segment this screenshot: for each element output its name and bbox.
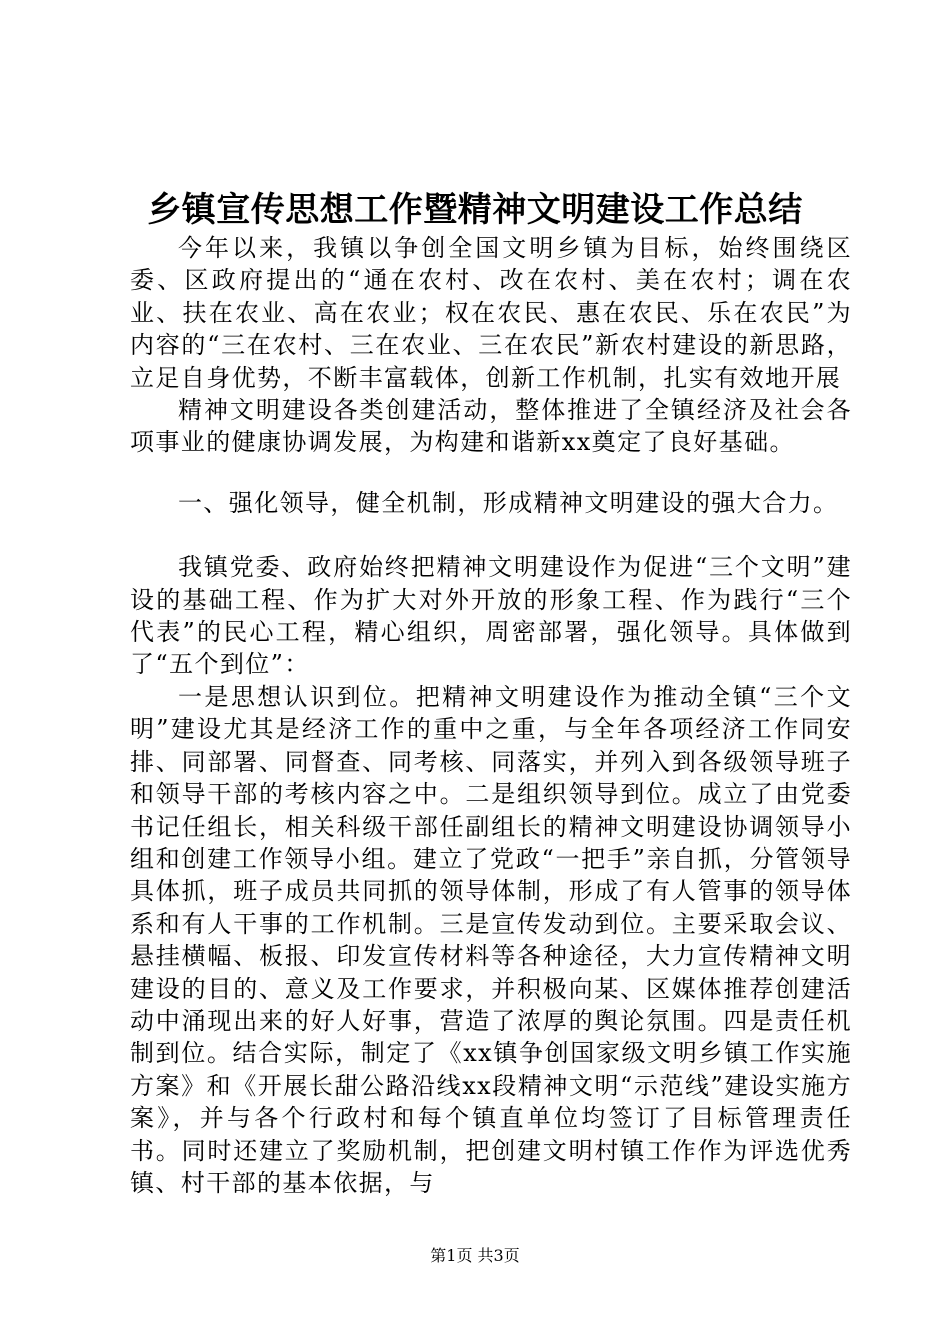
paragraph-intro-continued: 精神文明建设各类创建活动，整体推进了全镇经济及社会各项事业的健康协调发展，为构建和谐新xx奠定了良好基础。 xyxy=(130,396,852,457)
document-body xyxy=(130,232,852,1199)
page-number-footer: 第1页 共3页 xyxy=(430,1246,520,1265)
paragraph-section-1-intro: 我镇党委、政府始终把精神文明建设作为促进“三个文明”建设的基础工程、作为扩大对外开放的形象工程、作为践行“三个代表”的民心工程，精心组织，周密部署，强化领导。具体做到了“五个到位”： xyxy=(130,553,852,679)
document-title: 乡镇宣传思想工作暨精神文明建设工作总结 xyxy=(147,190,803,230)
paragraph-five-in-place: 一是思想认识到位。把精神文明建设作为推动全镇“三个文明”建设尤其是经济工作的重中之重，与全年各项经济工作同安排、同部署、同督查、同考核、同落实，并列入到各级领导班子和领导干部的考核内容之中。二是组织领导到位。成立了由党委书记任组长，相关科级干部任副组长的精神文明建设协调领导小组和创建工作领导小组。建立了党政“一把手”亲自抓，分管领导具体抓，班子成员共同抓的领导体制，形成了有人管事的领导体系和有人干事的工作机制。三是宣传发动到位。主要采取会议、悬挂横幅、板报、印发宣传材料等各种途径，大力宣传精神文明建设的目的、意义及工作要求，并积极向某、区媒体推荐创建活动中涌现出来的好人好事，营造了浓厚的舆论氛围。四是责任机制到位。结合实际，制定了《xx镇争创国家级文明乡镇工作实施方案》和《开展长甜公路沿线xx段精神文明“示范线”建设实施方案》，并与各个行政村和每个镇直单位均签订了目标管理责任书。同时还建立了奖励机制，把创建文明村镇工作作为评选优秀镇、村干部的基本依据，与 xyxy=(130,682,852,1197)
paragraph-intro: 今年以来，我镇以争创全国文明乡镇为目标，始终围绕区委、区政府提出的“通在农村、改在农村、美在农村；调在农业、扶在农业、高在农业；权在农民、惠在农民、乐在农民”为内容的“三在农村、三在农业、三在农民”新农村建设的新思路，立足自身优势，不断丰富载体，创新工作机制，扎实有效地开展 xyxy=(130,234,852,392)
section-heading-1: 一、强化领导，健全机制，形成精神文明建设的强大合力。 xyxy=(178,488,839,517)
